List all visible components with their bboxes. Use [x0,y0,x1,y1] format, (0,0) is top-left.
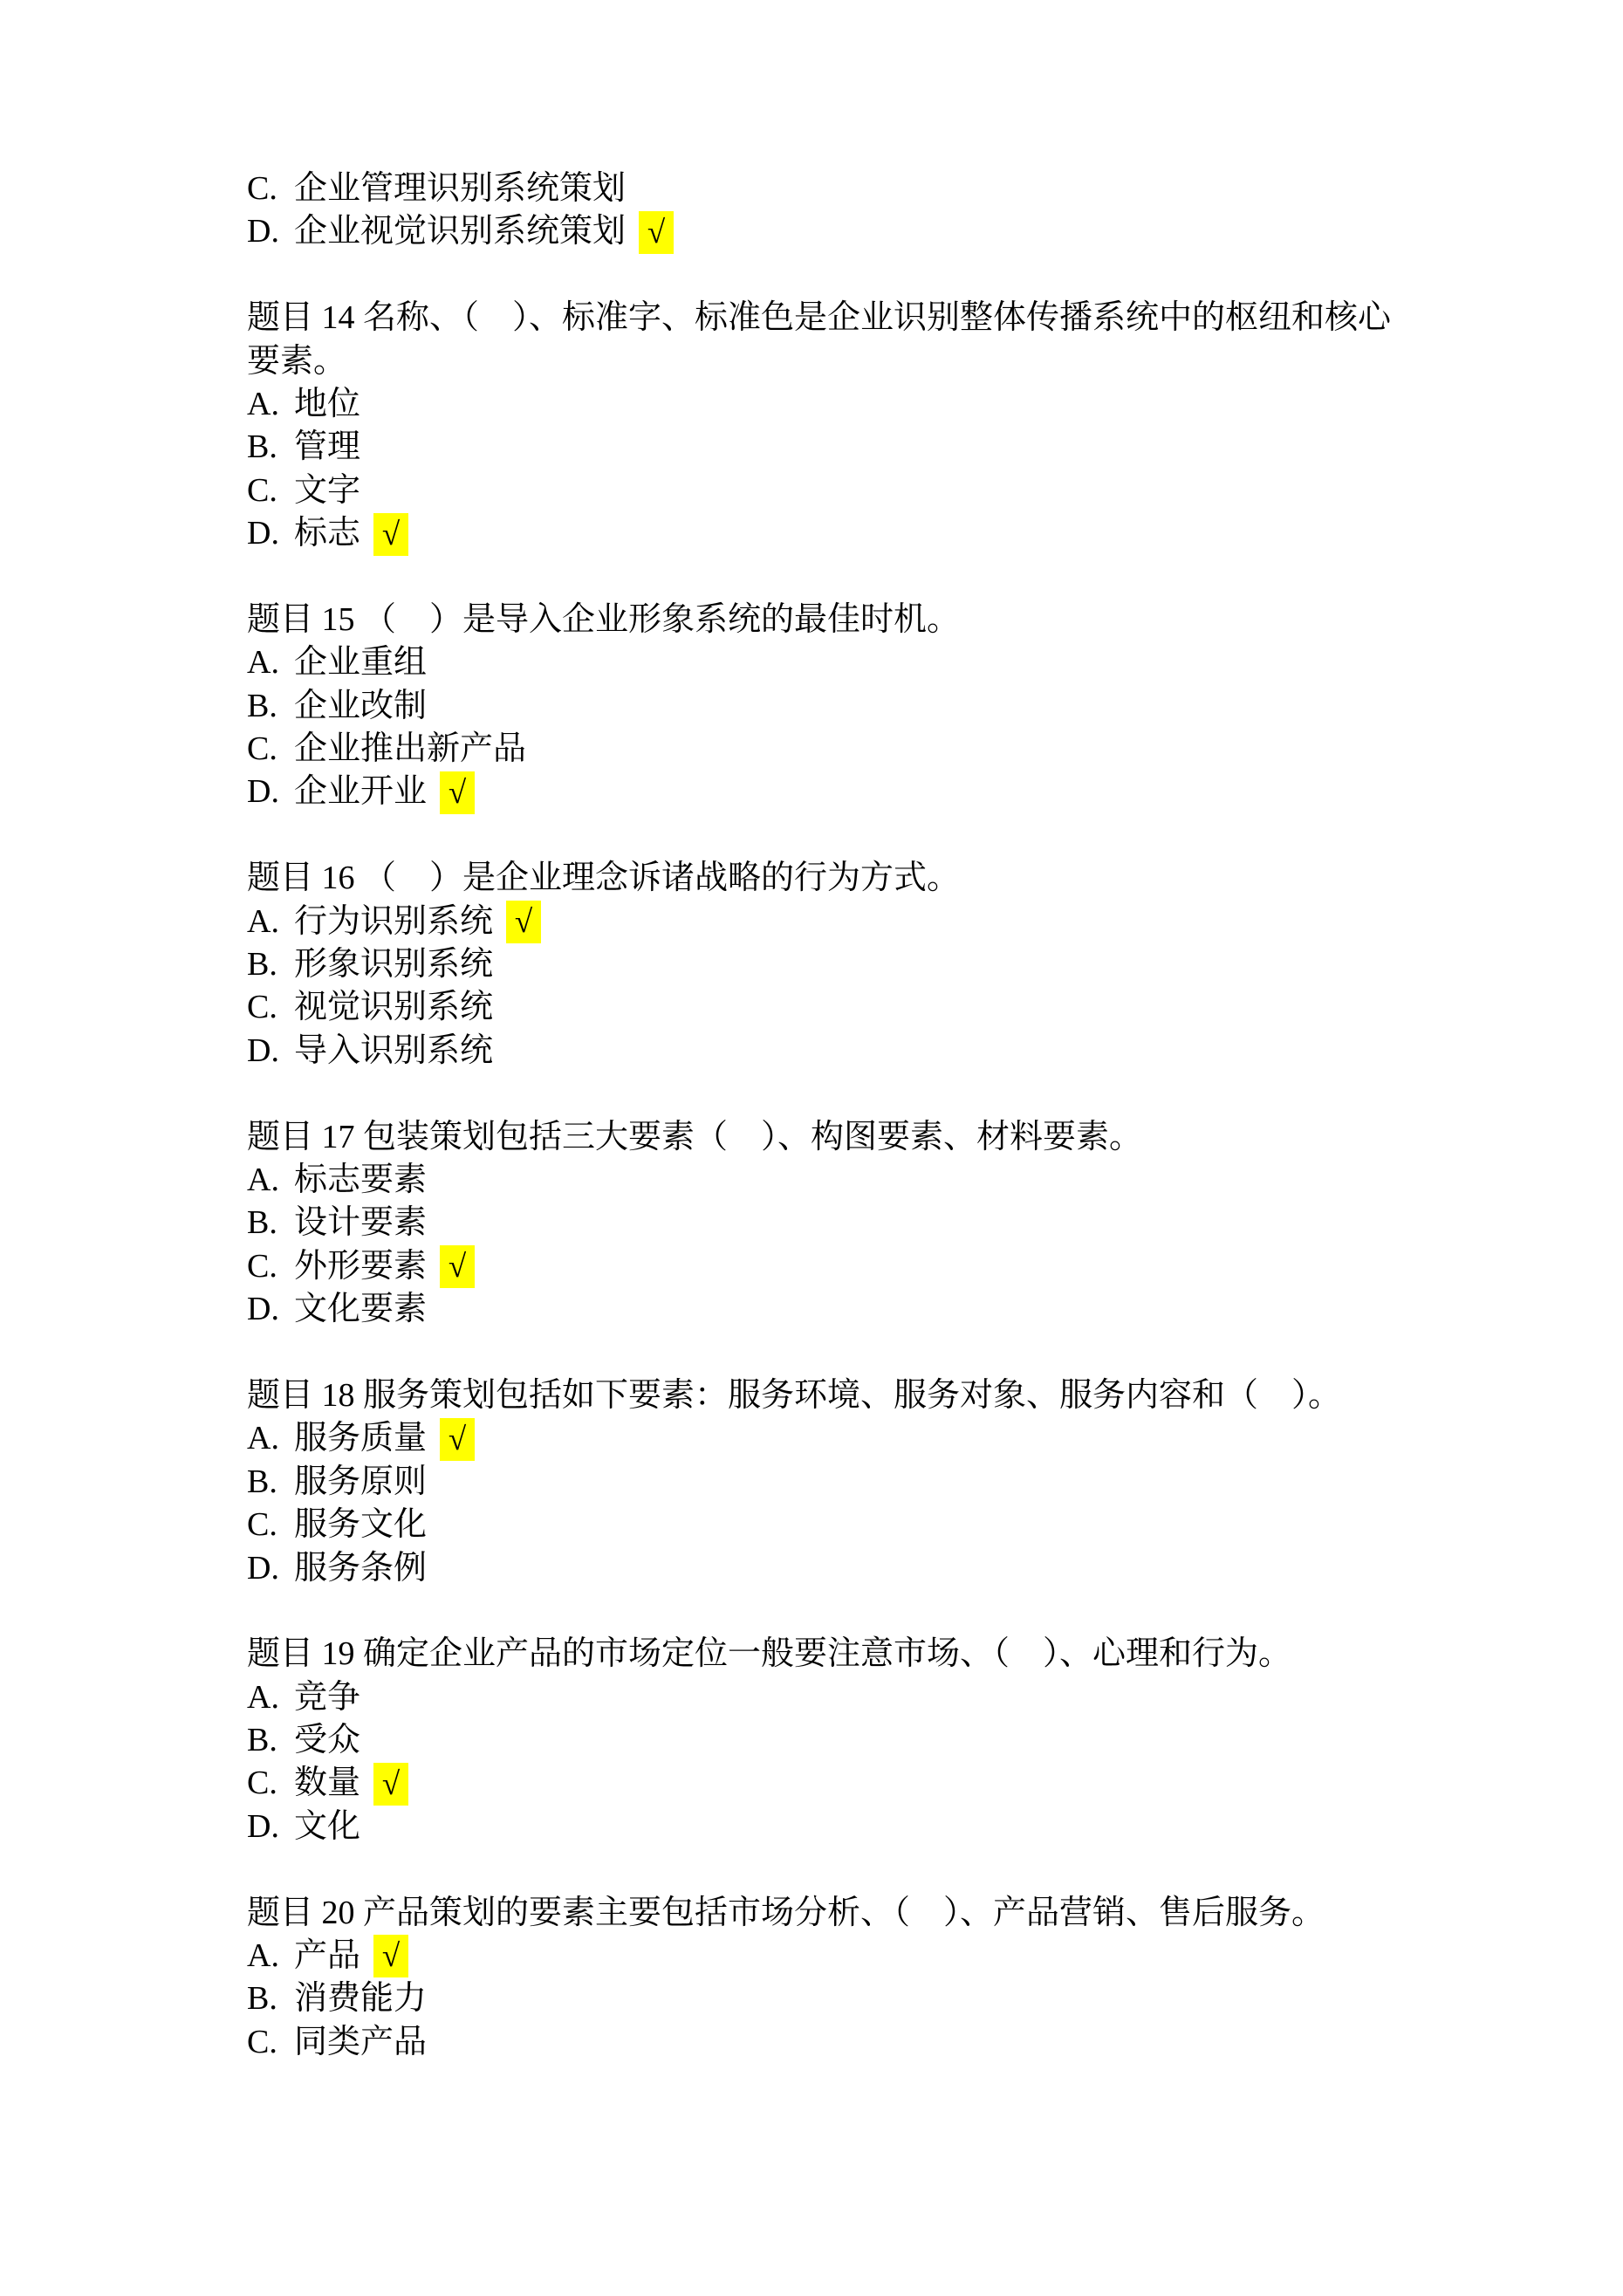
question-block-16 [247,857,1391,1073]
option-label: A. [247,644,279,682]
option-text: 文化要素 [294,1291,428,1328]
option-row [247,771,1391,813]
option-row [247,1676,1391,1719]
question-stem: 题目 16 （ ）是企业理念诉诸战略的行为方式。 [247,860,961,897]
option-label: A. [247,1420,279,1457]
option-label: B. [247,428,277,466]
option-text: 服务原则 [294,1463,428,1500]
question-stem-continued: 要素。 [247,342,347,380]
question-stem: 题目 14 名称、（ ）、标准字、标准色是企业识别整体传播系统中的枢纽和核心 [247,299,1392,337]
option-row [247,728,1391,771]
option-row [247,168,1391,210]
option-label: A. [247,1678,279,1716]
checkmark-icon: √ [448,774,467,811]
option-row [247,210,1391,253]
option-text: 标志要素 [294,1161,428,1198]
checkmark-icon: √ [381,516,401,552]
answer-checkmark-highlight [639,211,674,254]
option-label: C. [247,1765,277,1802]
option-row [247,685,1391,728]
option-text: 导入识别系统 [294,1031,494,1069]
option-text: 视觉识别系统 [294,989,494,1026]
option-label: B. [247,1722,277,1759]
answer-checkmark-highlight [440,1418,475,1461]
option-row [247,986,1391,1029]
option-row [247,1806,1391,1848]
checkmark-icon: √ [381,1938,401,1975]
option-row [247,1245,1391,1288]
option-label: A. [247,1161,279,1198]
option-text: 服务条例 [294,1549,428,1587]
option-label: C. [247,989,277,1026]
option-text: 企业管理识别系统策划 [294,170,627,207]
option-label: D. [247,213,279,250]
option-text: 标志 [294,515,361,552]
option-row [247,641,1391,684]
option-row [247,1461,1391,1504]
option-label: D. [247,773,279,811]
option-row [247,426,1391,469]
option-text: 企业视觉识别系统策划 [294,213,627,250]
option-label: B. [247,946,277,984]
option-text: 地位 [294,385,361,422]
option-label: D. [247,1291,279,1328]
option-row [247,1417,1391,1460]
option-text: 受众 [294,1722,361,1759]
option-row [247,383,1391,426]
option-text: 外形要素 [294,1247,428,1285]
option-row [247,1288,1391,1331]
option-text: 服务文化 [294,1506,428,1544]
option-label: C. [247,1247,277,1285]
option-text: 企业推出新产品 [294,730,527,768]
question-block-18 [247,1374,1391,1590]
checkmark-icon: √ [448,1249,467,1285]
option-label: C. [247,730,277,768]
answer-checkmark-highlight [440,771,475,814]
option-row [247,1202,1391,1244]
option-text: 竞争 [294,1678,361,1716]
question-stem: 题目 17 包装策划包括三大要素（ ）、构图要素、材料要素。 [247,1118,1143,1155]
checkmark-icon: √ [448,1421,467,1457]
checkmark-icon: √ [381,1765,401,1802]
option-text: 产品 [294,1937,361,1975]
option-label: C. [247,2023,277,2060]
option-row [247,1547,1391,1590]
question-block-15 [247,599,1391,814]
option-label: D. [247,1807,279,1845]
option-row [247,1762,1391,1805]
option-label: A. [247,1937,279,1975]
exam-document-page [247,168,1391,2064]
option-row [247,1159,1391,1202]
option-text: 文化 [294,1807,361,1845]
option-row [247,1504,1391,1546]
option-row [247,2021,1391,2064]
option-text: 文字 [294,471,361,509]
answer-checkmark-highlight [440,1245,475,1288]
option-label: D. [247,1031,279,1069]
question-stem: 题目 20 产品策划的要素主要包括市场分析、（ ）、产品营销、售后服务。 [247,1894,1325,1931]
checkmark-icon: √ [514,904,533,941]
question-stem: 题目 18 服务策划包括如下要素：服务环境、服务对象、服务内容和（ ）。 [247,1376,1342,1414]
option-label: C. [247,170,277,207]
option-text: 同类产品 [294,2023,428,2060]
answer-checkmark-highlight [373,1935,408,1977]
checkmark-icon: √ [647,214,666,250]
option-text: 企业开业 [294,773,428,811]
option-row [247,1935,1391,1977]
option-label: B. [247,687,277,724]
option-label: C. [247,1506,277,1544]
option-text: 企业改制 [294,687,428,724]
option-text: 设计要素 [294,1204,428,1242]
option-label: A. [247,385,279,422]
question-block-13-partial [247,168,1391,254]
option-text: 企业重组 [294,644,428,682]
answer-checkmark-highlight [373,513,408,556]
question-block-19 [247,1633,1391,1848]
question-stem: 题目 15 （ ）是导入企业形象系统的最佳时机。 [247,600,961,638]
option-text: 数量 [294,1765,361,1802]
option-text: 服务质量 [294,1420,428,1457]
option-row [247,943,1391,986]
option-text: 消费能力 [294,1980,428,2018]
option-label: B. [247,1204,277,1242]
option-text: 管理 [294,428,361,466]
option-row [247,512,1391,555]
option-row [247,901,1391,943]
option-label: D. [247,515,279,552]
question-block-17 [247,1116,1391,1332]
option-row [247,1977,1391,2020]
option-row [247,1030,1391,1073]
option-label: C. [247,471,277,509]
option-row [247,1719,1391,1762]
question-block-14 [247,297,1391,555]
option-text: 行为识别系统 [294,902,494,940]
option-row [247,469,1391,512]
option-label: A. [247,902,279,940]
option-label: B. [247,1980,277,2018]
option-text: 形象识别系统 [294,946,494,984]
answer-checkmark-highlight [506,901,541,943]
answer-checkmark-highlight [373,1763,408,1806]
option-label: D. [247,1549,279,1587]
option-label: B. [247,1463,277,1500]
question-block-20 [247,1892,1391,2065]
question-stem: 题目 19 确定企业产品的市场定位一般要注意市场、（ ）、心理和行为。 [247,1635,1292,1673]
